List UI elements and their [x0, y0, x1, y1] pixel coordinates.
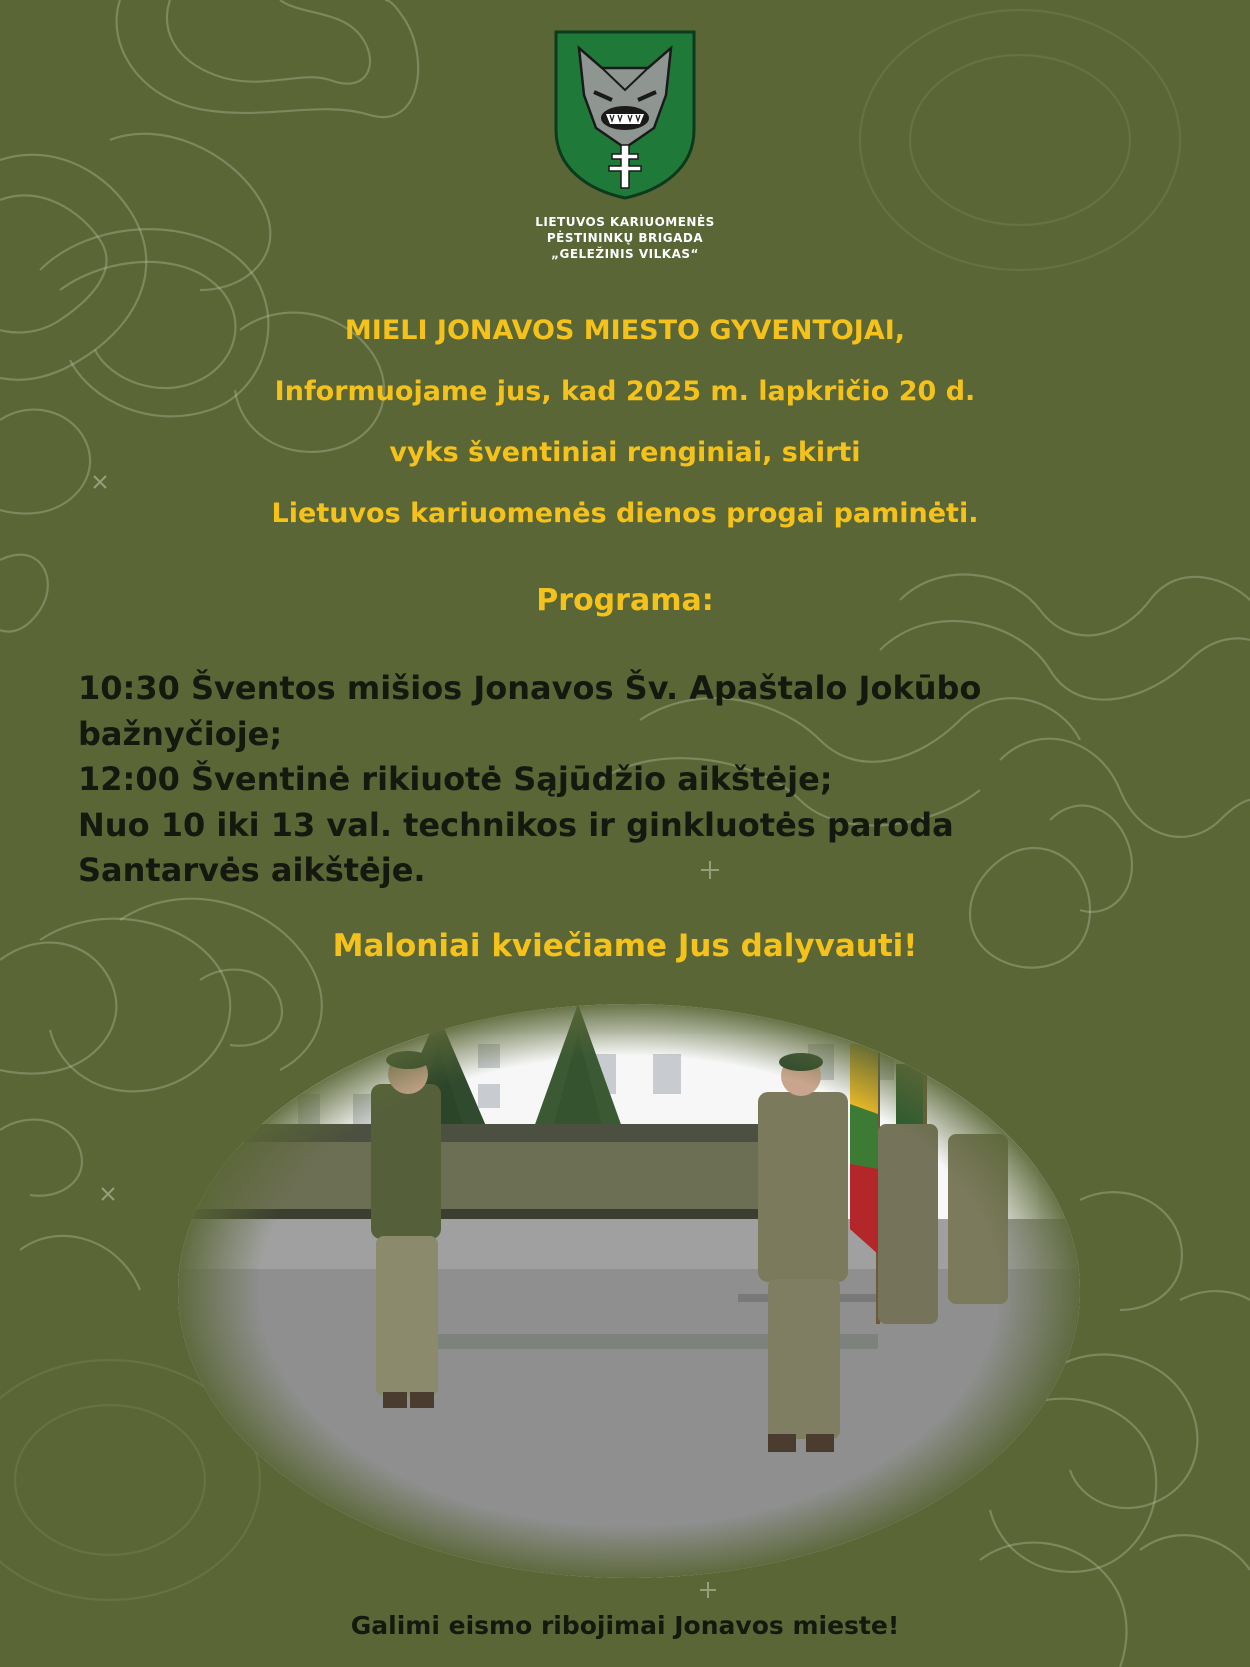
traffic-notice: Galimi eismo ribojimai Jonavos mieste!: [350, 1611, 900, 1640]
unit-name-line-1: LIETUVOS KARIUOMENĖS: [535, 215, 715, 229]
program-line: Santarvės aikštėje.: [78, 851, 426, 889]
announcement-line-occasion: Lietuvos kariuomenės dienos progai paminėti.: [271, 498, 979, 529]
announcement-greeting: MIELI JONAVOS MIESTO GYVENTOJAI,: [344, 315, 906, 346]
wolf-head-shield-icon: [554, 30, 696, 200]
program-list: [78, 666, 1188, 894]
military-parade-photo: [178, 1004, 1080, 1579]
announcement: [60, 306, 1190, 550]
program-line: 10:30 Šventos mišios Jonavos Šv. Apaštalo Jokūbo: [78, 669, 982, 707]
unit-name-line-2: PĖSTININKŲ BRIGADA: [546, 231, 704, 245]
program-line: 12:00 Šventinė rikiuotė Sąjūdžio aikštėje;: [78, 760, 833, 798]
unit-name: [425, 214, 825, 262]
unit-name-line-3: „GELEŽINIS VILKAS“: [551, 247, 699, 261]
program-line: Nuo 10 iki 13 val. technikos ir ginkluotės paroda: [78, 805, 954, 844]
announcement-line-events: vyks šventiniai renginiai, skirti: [389, 437, 861, 468]
invite-text: Maloniai kviečiame Jus dalyvauti!: [332, 928, 918, 964]
program-line: bažnyčioje;: [78, 714, 283, 753]
announcement-line-date: Informuojame jus, kad 2025 m. lapkričio 20 d.: [274, 376, 976, 407]
program-title: Programa:: [536, 583, 714, 618]
